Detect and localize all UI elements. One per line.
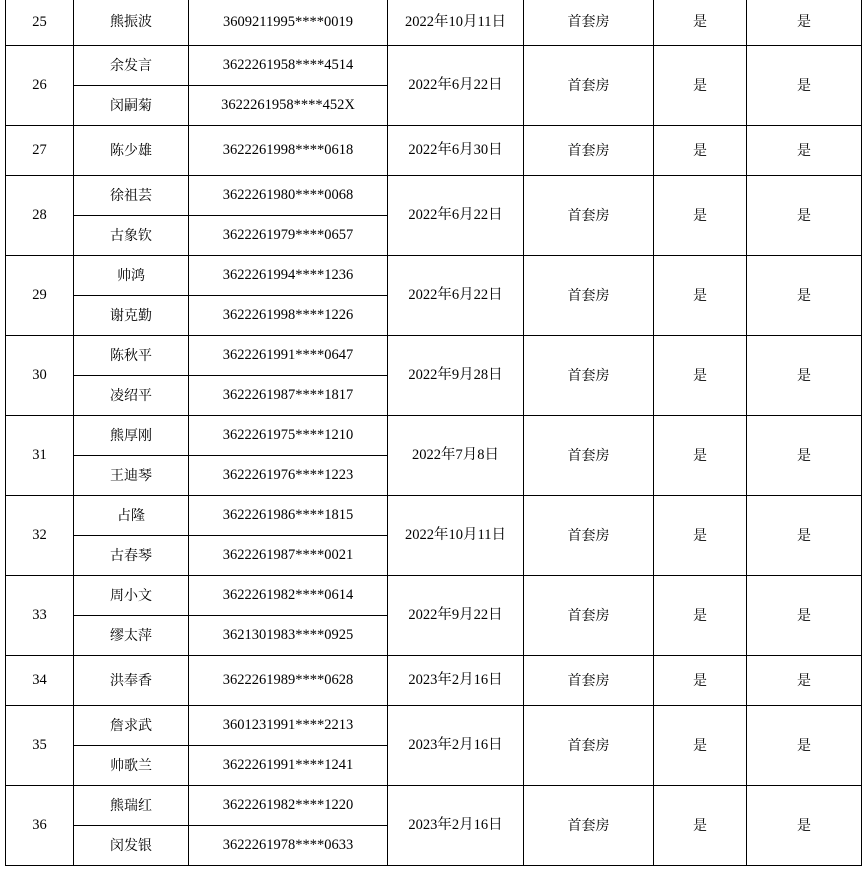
table-row <box>6 576 862 616</box>
table-row <box>6 706 862 746</box>
id-number-cell: 3622261979****0657 <box>189 216 388 256</box>
applicant-name-cell: 占隆 <box>74 496 189 536</box>
applicant-name-cell: 熊瑞红 <box>74 786 189 826</box>
record-number-cell: 28 <box>6 176 74 256</box>
table-row <box>6 496 862 536</box>
record-number-cell: 29 <box>6 256 74 336</box>
applicant-name-cell: 陈少雄 <box>74 126 189 176</box>
status-cell-1: 是 <box>654 786 747 866</box>
housing-type-cell: 首套房 <box>524 336 654 416</box>
applicant-name-cell: 闵发银 <box>74 826 189 866</box>
record-number-cell: 33 <box>6 576 74 656</box>
date-cell: 2022年6月22日 <box>388 46 524 126</box>
status-cell-2: 是 <box>747 496 862 576</box>
date-cell: 2022年9月22日 <box>388 576 524 656</box>
status-cell-2: 是 <box>747 656 862 706</box>
id-number-cell: 3622261989****0628 <box>189 656 388 706</box>
date-cell: 2022年9月28日 <box>388 336 524 416</box>
status-cell-1: 是 <box>654 46 747 126</box>
record-number-cell: 35 <box>6 706 74 786</box>
housing-type-cell: 首套房 <box>524 126 654 176</box>
date-cell: 2023年2月16日 <box>388 656 524 706</box>
applicant-name-cell: 徐祖芸 <box>74 176 189 216</box>
id-number-cell: 3622261980****0068 <box>189 176 388 216</box>
housing-type-cell: 首套房 <box>524 0 654 46</box>
housing-type-cell: 首套房 <box>524 786 654 866</box>
status-cell-1: 是 <box>654 416 747 496</box>
applicant-name-cell: 王迪琴 <box>74 456 189 496</box>
applicant-name-cell: 凌绍平 <box>74 376 189 416</box>
status-cell-1: 是 <box>654 656 747 706</box>
status-cell-1: 是 <box>654 126 747 176</box>
table-body <box>6 0 862 866</box>
table-row <box>6 656 862 706</box>
applicant-name-cell: 谢克勤 <box>74 296 189 336</box>
record-number-cell: 31 <box>6 416 74 496</box>
id-number-cell: 3622261958****4514 <box>189 46 388 86</box>
applicant-name-cell: 帅鸿 <box>74 256 189 296</box>
status-cell-1: 是 <box>654 706 747 786</box>
id-number-cell: 3601231991****2213 <box>189 706 388 746</box>
status-cell-2: 是 <box>747 786 862 866</box>
applicant-name-cell: 詹求武 <box>74 706 189 746</box>
status-cell-2: 是 <box>747 46 862 126</box>
id-number-cell: 3622261987****0021 <box>189 536 388 576</box>
date-cell: 2022年10月11日 <box>388 496 524 576</box>
table-row <box>6 0 862 46</box>
status-cell-2: 是 <box>747 176 862 256</box>
housing-records-table <box>5 0 862 866</box>
record-number-cell: 27 <box>6 126 74 176</box>
status-cell-2: 是 <box>747 416 862 496</box>
table-row <box>6 126 862 176</box>
date-cell: 2022年7月8日 <box>388 416 524 496</box>
date-cell: 2022年6月30日 <box>388 126 524 176</box>
housing-type-cell: 首套房 <box>524 46 654 126</box>
date-cell: 2023年2月16日 <box>388 706 524 786</box>
status-cell-2: 是 <box>747 256 862 336</box>
status-cell-2: 是 <box>747 336 862 416</box>
applicant-name-cell: 余发言 <box>74 46 189 86</box>
record-number-cell: 30 <box>6 336 74 416</box>
status-cell-2: 是 <box>747 0 862 46</box>
table-row <box>6 256 862 296</box>
date-cell: 2022年10月11日 <box>388 0 524 46</box>
id-number-cell: 3622261998****1226 <box>189 296 388 336</box>
id-number-cell: 3622261978****0633 <box>189 826 388 866</box>
applicant-name-cell: 周小文 <box>74 576 189 616</box>
applicant-name-cell: 缪太萍 <box>74 616 189 656</box>
housing-type-cell: 首套房 <box>524 496 654 576</box>
id-number-cell: 3622261975****1210 <box>189 416 388 456</box>
applicant-name-cell: 帅歌兰 <box>74 746 189 786</box>
id-number-cell: 3622261998****0618 <box>189 126 388 176</box>
applicant-name-cell: 陈秋平 <box>74 336 189 376</box>
applicant-name-cell: 古春琴 <box>74 536 189 576</box>
id-number-cell: 3622261991****0647 <box>189 336 388 376</box>
status-cell-1: 是 <box>654 0 747 46</box>
table-row <box>6 176 862 216</box>
record-number-cell: 26 <box>6 46 74 126</box>
table-row <box>6 336 862 376</box>
table-row <box>6 786 862 826</box>
id-number-cell: 3622261982****0614 <box>189 576 388 616</box>
id-number-cell: 3622261958****452X <box>189 86 388 126</box>
id-number-cell: 3622261986****1815 <box>189 496 388 536</box>
status-cell-1: 是 <box>654 336 747 416</box>
housing-type-cell: 首套房 <box>524 706 654 786</box>
status-cell-2: 是 <box>747 706 862 786</box>
applicant-name-cell: 古象钦 <box>74 216 189 256</box>
housing-type-cell: 首套房 <box>524 256 654 336</box>
id-number-cell: 3622261994****1236 <box>189 256 388 296</box>
record-number-cell: 36 <box>6 786 74 866</box>
record-number-cell: 32 <box>6 496 74 576</box>
applicant-name-cell: 熊振波 <box>74 0 189 46</box>
id-number-cell: 3621301983****0925 <box>189 616 388 656</box>
date-cell: 2022年6月22日 <box>388 176 524 256</box>
housing-type-cell: 首套房 <box>524 416 654 496</box>
status-cell-1: 是 <box>654 496 747 576</box>
status-cell-2: 是 <box>747 126 862 176</box>
id-number-cell: 3622261982****1220 <box>189 786 388 826</box>
housing-type-cell: 首套房 <box>524 656 654 706</box>
id-number-cell: 3609211995****0019 <box>189 0 388 46</box>
status-cell-1: 是 <box>654 256 747 336</box>
record-number-cell: 25 <box>6 0 74 46</box>
id-number-cell: 3622261987****1817 <box>189 376 388 416</box>
record-number-cell: 34 <box>6 656 74 706</box>
table-row <box>6 46 862 86</box>
table-row <box>6 416 862 456</box>
applicant-name-cell: 熊厚刚 <box>74 416 189 456</box>
status-cell-1: 是 <box>654 576 747 656</box>
status-cell-1: 是 <box>654 176 747 256</box>
id-number-cell: 3622261991****1241 <box>189 746 388 786</box>
id-number-cell: 3622261976****1223 <box>189 456 388 496</box>
date-cell: 2023年2月16日 <box>388 786 524 866</box>
housing-type-cell: 首套房 <box>524 176 654 256</box>
applicant-name-cell: 洪奉香 <box>74 656 189 706</box>
applicant-name-cell: 闵嗣菊 <box>74 86 189 126</box>
status-cell-2: 是 <box>747 576 862 656</box>
housing-type-cell: 首套房 <box>524 576 654 656</box>
date-cell: 2022年6月22日 <box>388 256 524 336</box>
